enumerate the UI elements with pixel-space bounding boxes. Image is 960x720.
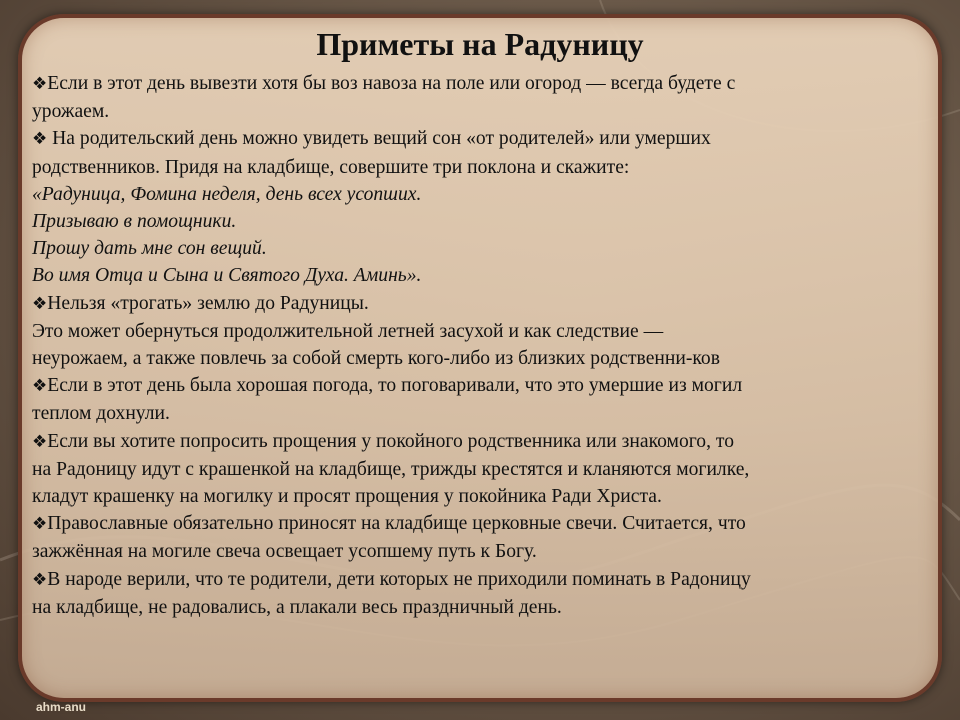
text-line: зажжённая на могиле свеча освещает усопшему путь к Богу. <box>32 541 537 563</box>
text-line: теплом дохнули. <box>32 403 170 425</box>
bullet-icon: ❖ <box>32 74 48 94</box>
list-item: ❖Православные обязательно приносят на кладбище церковные свечи. Считается, что <box>32 513 746 535</box>
list-item: ❖Если в этот день была хорошая погода, то поговаривали, что это умершие из могил <box>32 375 743 397</box>
prayer-line: «Радуница, Фомина неделя, день всех усопших. <box>32 183 422 205</box>
text-line: на кладбище, не радовались, а плакали весь праздничный день. <box>32 596 562 618</box>
list-item: ❖Нельзя «трогать» землю до Радуницы. <box>32 292 369 314</box>
bullet-icon: ❖ <box>32 293 48 314</box>
bullet-icon: ❖ <box>32 129 48 150</box>
page-title: Приметы на Радуницу <box>316 26 644 62</box>
text-line: кладут крашенку на могилку и просят прощения у покойника Ради Христа. <box>32 486 662 508</box>
prayer-line: Прошу дать мне сон вещий. <box>32 238 267 260</box>
bullet-icon: ❖ <box>32 569 48 590</box>
text-line: Это может обернуться продолжительной летней засухой и как следствие — <box>32 320 664 342</box>
bullet-icon: ❖ <box>32 514 48 535</box>
list-item: ❖Если в этот день вывезти хотя бы воз навоза на поле или огород — всегда будете с <box>32 73 736 94</box>
text-line: урожаем. <box>32 101 110 123</box>
omens-list <box>32 70 932 621</box>
text-line: на Радоницу идут с крашенкой на кладбище, трижды крестятся и кланяются могилке, <box>32 458 750 480</box>
prayer-line: Во имя Отца и Сына и Святого Духа. Аминь». <box>32 265 422 287</box>
watermark: ahm-anu <box>36 700 87 714</box>
prayer-line: Призываю в помощники. <box>32 211 237 233</box>
list-item: ❖В народе верили, что те родители, дети которых не приходили поминать в Радоницу <box>32 568 751 590</box>
text-line: родственников. Придя на кладбище, совершите три поклона и скажите: <box>32 156 630 178</box>
bullet-icon: ❖ <box>32 376 48 397</box>
text-line: неурожаем, а также повлечь за собой смерть кого-либо из близких родственни-ков <box>32 348 720 370</box>
list-item: ❖ На родительский день можно увидеть вещий сон «от родителей» или умерших <box>32 128 711 150</box>
list-item: ❖Если вы хотите попросить прощения у покойного родственника или знакомого, то <box>32 430 734 452</box>
bullet-icon: ❖ <box>32 431 48 452</box>
